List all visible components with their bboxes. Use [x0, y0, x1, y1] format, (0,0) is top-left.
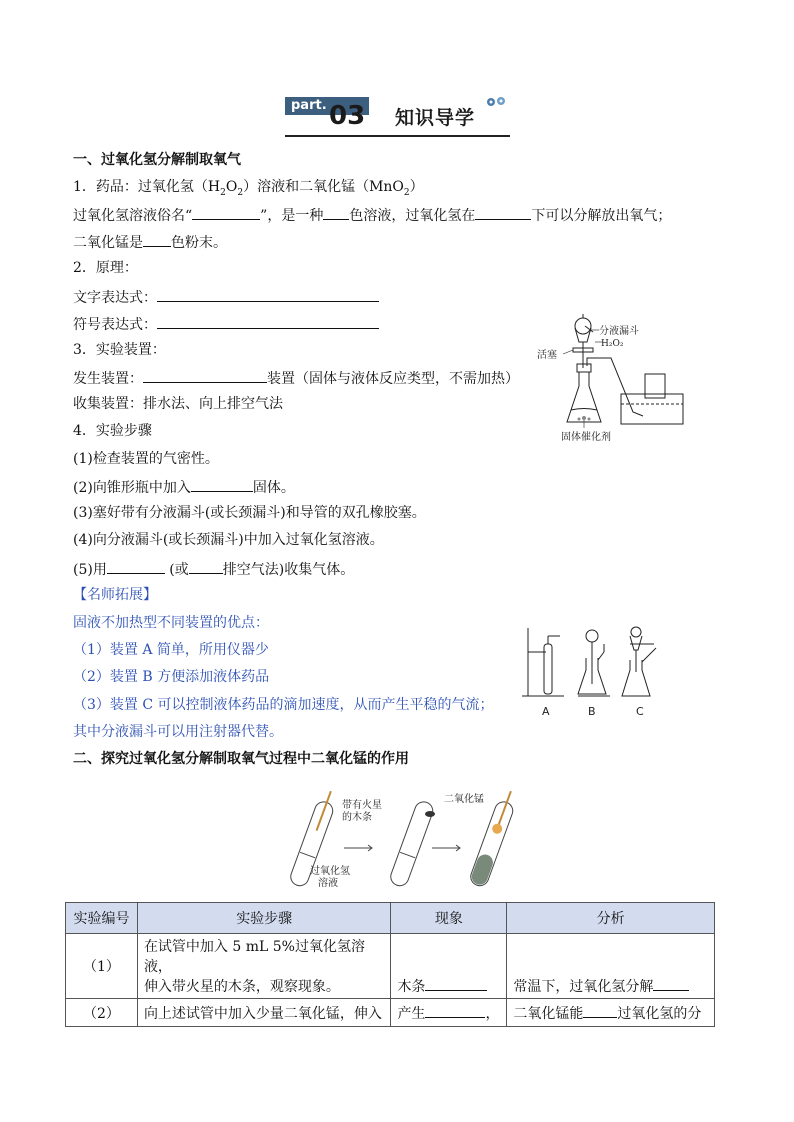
item1-desc-line	[73, 204, 671, 226]
table-cell	[507, 999, 715, 1027]
h2o2-solution-label-1: 过氧化氢	[310, 866, 350, 877]
item2-line: 2．原理：	[73, 260, 138, 276]
splint-label-2: 的木条	[342, 812, 372, 823]
step2-line	[73, 476, 295, 498]
h2o2-label: H₂O₂	[601, 339, 624, 349]
table-cell	[137, 934, 391, 999]
section2-heading: 二、探究过氧化氢分解制取氧气过程中二氧化锰的作用	[73, 751, 409, 767]
fill-blank[interactable]	[191, 476, 253, 492]
text: 文字表达式：	[73, 290, 157, 306]
item3-line: 3．实验装置：	[73, 342, 166, 358]
fill-blank[interactable]	[653, 975, 689, 991]
table-cell	[391, 999, 507, 1027]
collector-line: 收集装置：排水法、向上排空气法	[73, 396, 283, 412]
text: 过氧化氢的分	[617, 1006, 702, 1022]
table-row	[66, 999, 715, 1027]
fill-blank[interactable]	[157, 313, 379, 329]
text: (2)向锥形瓶中加入	[73, 480, 191, 496]
step3-line: (3)塞好带有分液漏斗(或长颈漏斗)和导管的双孔橡胶塞。	[73, 505, 426, 521]
word-expression-line	[73, 286, 379, 308]
step5-line	[73, 558, 354, 580]
text: ，	[485, 1006, 500, 1022]
step-text: 伸入带火星的木条，观察现象。	[143, 979, 340, 995]
fill-blank[interactable]	[425, 1002, 485, 1018]
expand-point-2: （2）装置 B 方便添加液体药品	[73, 669, 270, 685]
table-header: 实验编号	[66, 903, 138, 934]
experiment-table	[65, 902, 715, 1027]
table-header: 实验步骤	[137, 903, 391, 934]
text: 过氧化氢溶液俗名“	[73, 208, 193, 224]
mno2-line	[73, 231, 227, 253]
expand-point-4: 其中分液漏斗可以用注射器代替。	[73, 724, 283, 740]
header-underline	[285, 135, 510, 137]
apparatus-diagram	[533, 312, 693, 447]
text: 排空气法)收集气体。	[222, 562, 355, 578]
text: 色溶液，过氧化氢在	[349, 208, 476, 224]
item1-line	[73, 177, 424, 203]
step4-line: (4)向分液漏斗(或长颈漏斗)中加入过氧化氢溶液。	[73, 532, 384, 548]
decorative-dots-icon	[485, 95, 509, 109]
catalyst-label: 固体催化剂	[561, 432, 611, 443]
table-cell: 向上述试管中加入少量二氧化锰，伸入	[137, 999, 391, 1027]
text: 木条	[397, 979, 426, 995]
item1-sub: 2	[403, 187, 410, 198]
label-b: B	[588, 705, 596, 718]
part-label: part.	[291, 98, 327, 113]
item1-o: O	[225, 179, 238, 195]
text: 发生装置：	[73, 371, 143, 387]
symbol-expression-line	[73, 313, 379, 335]
table-header: 分析	[507, 903, 715, 934]
fill-blank[interactable]	[189, 558, 223, 574]
table-header-row	[66, 903, 715, 934]
step1-line: (1)检查装置的气密性。	[73, 451, 219, 467]
fill-blank[interactable]	[192, 204, 260, 220]
fill-blank[interactable]	[143, 231, 171, 247]
text: ”，是一种	[260, 208, 324, 224]
section1-heading: 一、过氧化氢分解制取氧气	[73, 152, 241, 168]
fill-blank[interactable]	[157, 286, 379, 302]
item1-text: 1．药品：过氧化氢（H	[73, 179, 221, 195]
step-text: 在试管中加入 5 mL 5%过氧化氢溶液，	[143, 939, 365, 975]
fill-blank[interactable]	[425, 975, 487, 991]
expand-heading: 【名师拓展】	[73, 587, 157, 603]
expand-point-3: （3）装置 C 可以控制液体药品的滴加速度，从而产生平稳的气流；	[73, 697, 494, 713]
fill-blank[interactable]	[143, 367, 267, 383]
splint-label-1: 带有火星	[342, 800, 382, 811]
funnel-label: 分液漏斗	[599, 326, 639, 337]
test-tube-experiment-diagram	[272, 786, 542, 894]
fill-blank[interactable]	[323, 204, 349, 220]
expand-intro: 固液不加热型不同装置的优点：	[73, 615, 269, 631]
table-cell: （2）	[66, 999, 138, 1027]
item4-line: 4．实验步骤	[73, 423, 152, 439]
h2o2-solution-label-2: 溶液	[318, 878, 338, 889]
item1-sub: 2	[237, 187, 244, 198]
item1-end: ）	[409, 179, 424, 195]
table-header: 现象	[391, 903, 507, 934]
text: 二氧化锰能	[513, 1006, 584, 1022]
text: 色粉末。	[171, 235, 227, 251]
text: 常温下，过氧化氢分解	[513, 979, 654, 995]
mno2-label: 二氧化锰	[444, 794, 484, 805]
item1-mid: ）溶液和二氧化锰（MnO	[243, 179, 404, 195]
text: 下可以分解放出氧气；	[531, 208, 672, 224]
valve-label: 活塞	[537, 350, 557, 361]
text: 产生	[397, 1006, 426, 1022]
item1-sub: 2	[220, 187, 226, 198]
table-row	[66, 934, 715, 999]
apparatus-abc-diagram	[520, 622, 690, 720]
expand-point-1: （1）装置 A 简单，所用仪器少	[73, 642, 269, 658]
text: 固体。	[252, 480, 295, 496]
text: (或	[164, 562, 189, 578]
table-cell	[391, 934, 507, 999]
section-header	[285, 95, 510, 139]
text: (5)用	[73, 562, 107, 578]
part-number: 03	[329, 101, 366, 131]
header-title: 知识导学	[395, 107, 476, 129]
table-cell	[507, 934, 715, 999]
fill-blank[interactable]	[583, 1002, 617, 1018]
text: 装置（固体与液体反应类型，不需加热）	[267, 371, 519, 387]
label-a: A	[542, 705, 550, 718]
label-c: C	[636, 705, 644, 718]
text: 二氧化锰是	[73, 235, 143, 251]
generator-line	[73, 367, 519, 389]
text: 符号表达式：	[73, 317, 157, 333]
table-cell: （1）	[66, 934, 138, 999]
fill-blank[interactable]	[107, 558, 165, 574]
fill-blank[interactable]	[475, 204, 531, 220]
